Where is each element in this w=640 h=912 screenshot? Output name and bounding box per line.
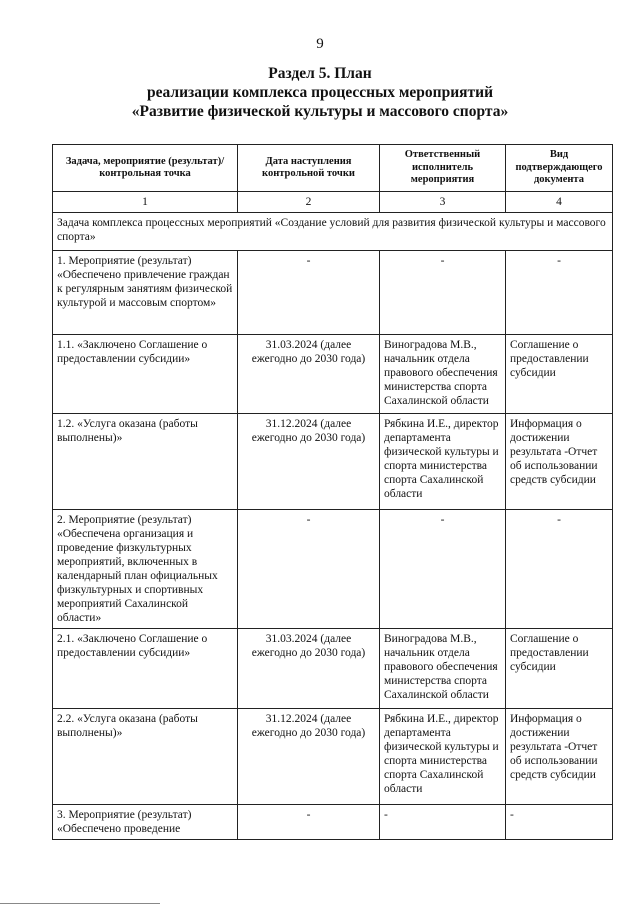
section-heading <box>40 64 600 121</box>
row-date: 31.03.2024 (далее ежегодно до 2030 года) <box>238 335 380 414</box>
row-document: Информация о достижении результата -Отчет об использовании средств субсидии <box>506 709 613 805</box>
footer-divider <box>0 903 160 904</box>
table-row <box>53 251 613 335</box>
row-name: 3. Мероприятие (результат) «Обеспечено проведение <box>53 805 238 840</box>
row-date: 31.03.2024 (далее ежегодно до 2030 года) <box>238 629 380 709</box>
column-number: 2 <box>238 192 380 213</box>
row-executor: - <box>380 510 506 629</box>
header-executor: Ответственный исполнитель мероприятия <box>380 145 506 192</box>
table-row <box>53 335 613 414</box>
table-row <box>53 510 613 629</box>
row-document: Информация о достижении результата -Отчет об использовании средств субсидии <box>506 414 613 510</box>
row-date: - <box>238 805 380 840</box>
row-date: 31.12.2024 (далее ежегодно до 2030 года) <box>238 414 380 510</box>
table-row <box>53 805 613 840</box>
row-document: Соглашение о предоставлении субсидии <box>506 335 613 414</box>
row-executor: Рябкина И.Е., директор департамента физической культуры и спорта министерства спорта Сахалинской области <box>380 414 506 510</box>
table-header-row <box>53 145 613 192</box>
header-date: Дата наступления контрольной точки <box>238 145 380 192</box>
row-date: - <box>238 510 380 629</box>
program-title: «Развитие физической культуры и массового спорта» <box>131 103 509 120</box>
task-cell: Задача комплекса процессных мероприятий «Создание условий для развития физической культуры и массового спорта» <box>53 213 613 251</box>
row-executor: - <box>380 805 506 840</box>
row-executor: Виноградова М.В., начальник отдела правового обеспечения министерства спорта Сахалинской области <box>380 629 506 709</box>
row-document: - <box>506 251 613 335</box>
plan-subtitle: реализации комплекса процессных мероприятий <box>146 84 493 101</box>
column-number-row <box>53 192 613 213</box>
row-name: 2.2. «Услуга оказана (работы выполнены)» <box>53 709 238 805</box>
row-name: 1.1. «Заключено Соглашение о предоставлении субсидии» <box>53 335 238 414</box>
plan-table <box>52 144 613 840</box>
row-name: 2. Мероприятие (результат) «Обеспечена организация и проведение физкультурных мероприятий, включенных в календарный план официальных физкультурных и спортивных мероприятий Сахалинской области» <box>53 510 238 629</box>
row-name: 1. Мероприятие (результат) «Обеспечено привлечение граждан к регулярным занятиям физической культурой и массовым спортом» <box>53 251 238 335</box>
row-document: Соглашение о предоставлении субсидии <box>506 629 613 709</box>
page-number: 9 <box>316 36 324 52</box>
section-title: Раздел 5. План <box>268 65 372 82</box>
row-date: - <box>238 251 380 335</box>
header-document: Вид подтверждающего документа <box>506 145 613 192</box>
row-document: - <box>506 805 613 840</box>
row-name: 2.1. «Заключено Соглашение о предоставлении субсидии» <box>53 629 238 709</box>
row-executor: Рябкина И.Е., директор департамента физической культуры и спорта министерства спорта Сахалинской области <box>380 709 506 805</box>
table-row <box>53 709 613 805</box>
row-executor: - <box>380 251 506 335</box>
table-row <box>53 629 613 709</box>
table-row <box>53 414 613 510</box>
row-date: 31.12.2024 (далее ежегодно до 2030 года) <box>238 709 380 805</box>
row-executor: Виноградова М.В., начальник отдела правового обеспечения министерства спорта Сахалинской области <box>380 335 506 414</box>
column-number: 1 <box>53 192 238 213</box>
task-row <box>53 213 613 251</box>
column-number: 4 <box>506 192 613 213</box>
row-name: 1.2. «Услуга оказана (работы выполнены)» <box>53 414 238 510</box>
row-document: - <box>506 510 613 629</box>
column-number: 3 <box>380 192 506 213</box>
header-task: Задача, мероприятие (результат)/контрольная точка <box>53 145 238 192</box>
